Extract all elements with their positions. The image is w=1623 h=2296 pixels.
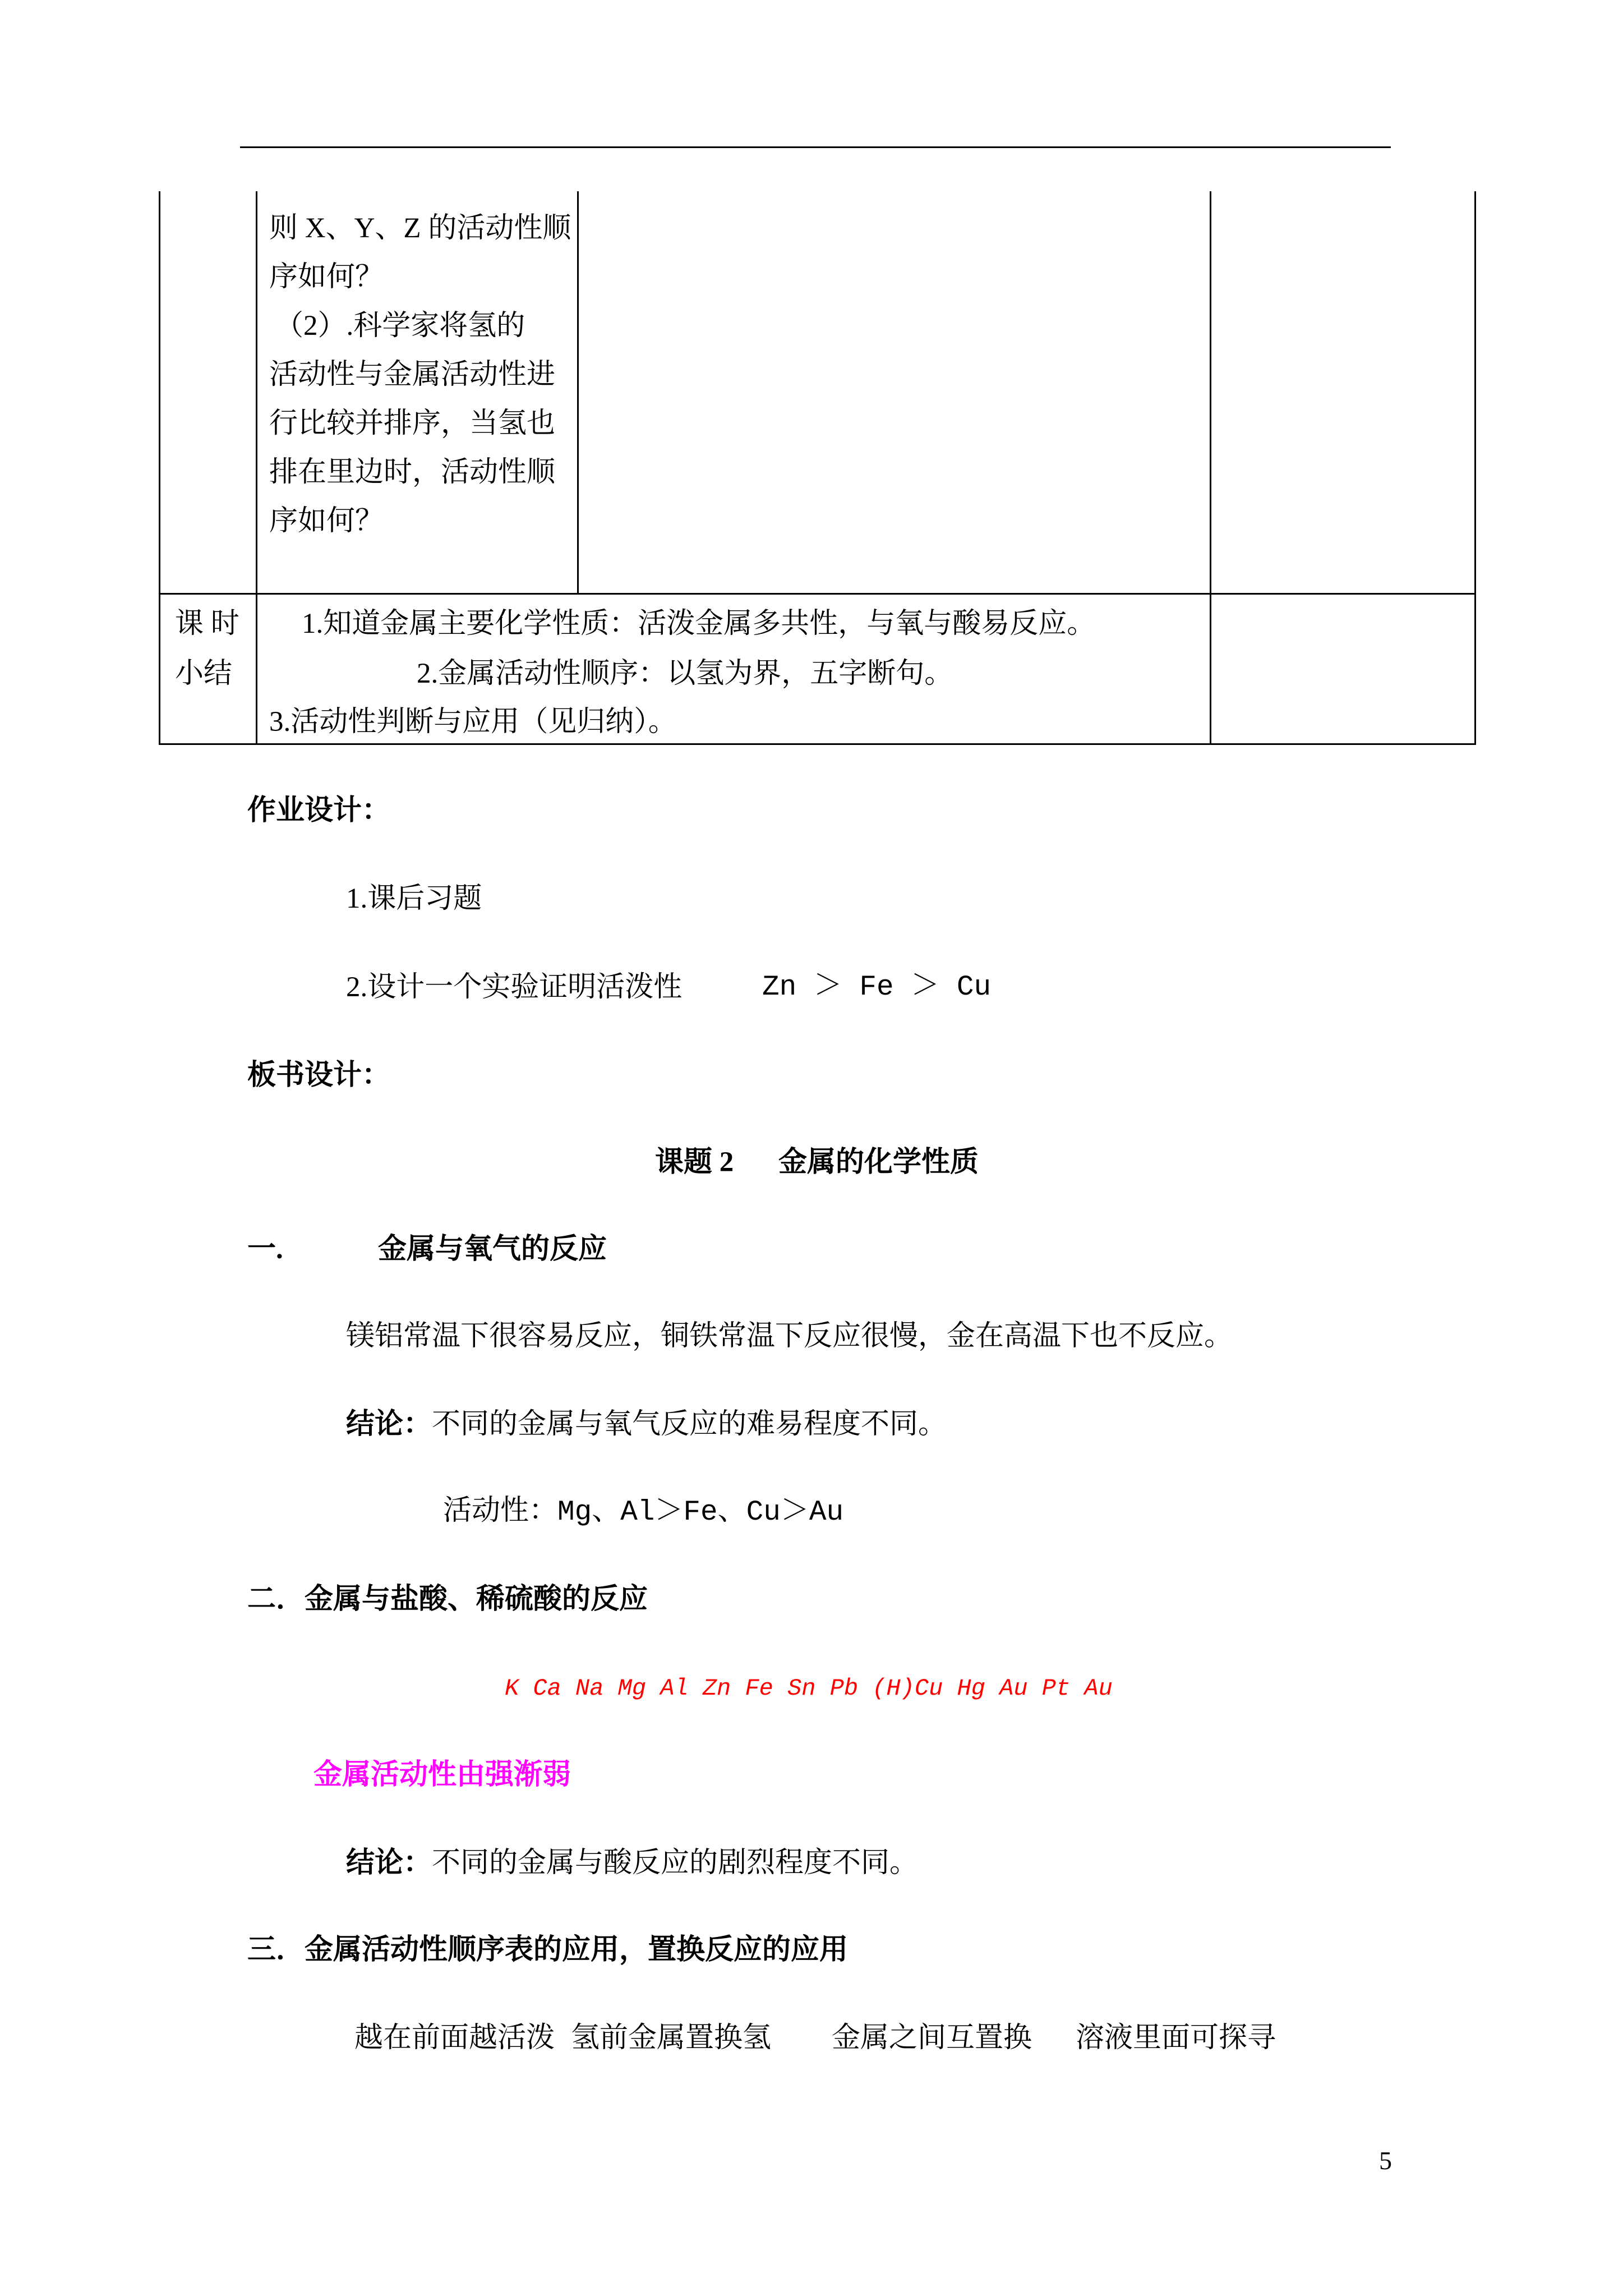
table-column-divider-3 — [1210, 191, 1211, 745]
question-line: 行比较并排序，当氢也 — [269, 408, 556, 439]
table-border-bottom — [159, 743, 1476, 745]
section-1-activity: 活动性：Mg、Al＞Fe、Cu＞Au — [443, 1497, 844, 1529]
question-line: 排在里边时，活动性顺 — [269, 457, 556, 488]
summary-label-line-2: 小结 — [175, 658, 233, 689]
mnemonic-phrase: 越在前面越活泼 — [354, 2022, 555, 2054]
conclusion-text: 不同的金属与氧气反应的难易程度不同。 — [432, 1409, 947, 1440]
summary-label-line-1: 课 时 — [175, 608, 239, 639]
question-line: 则 X、Y、Z 的活动性顺 — [269, 213, 571, 244]
board-title: 金属的化学性质 — [778, 1147, 979, 1178]
question-line: （2）.科学家将氢的 — [275, 310, 525, 342]
activity-trend: 金属活动性由强渐弱 — [313, 1759, 571, 1791]
page-number: 5 — [1379, 2146, 1392, 2175]
homework-item-2: 2.设计一个实验证明活泼性 — [346, 972, 683, 1003]
table-column-divider-2 — [577, 191, 579, 595]
section-1-heading: 金属与氧气的反应 — [378, 1234, 607, 1265]
header-rule — [240, 146, 1391, 148]
homework-heading: 作业设计： — [247, 795, 391, 826]
mnemonic-phrase: 金属之间互置换 — [832, 2022, 1032, 2054]
table-border-left — [159, 191, 160, 745]
question-line: 序如何？ — [269, 505, 384, 537]
summary-line-3: 3.活动性判断与应用（见归纳）。 — [269, 706, 677, 738]
table-column-divider-1 — [256, 191, 257, 745]
conclusion-label: 结论： — [346, 1847, 432, 1879]
activity-series: K Ca Na Mg Al Zn Fe Sn Pb (H)Cu Hg Au Pt Au — [505, 1675, 1113, 1702]
section-1-number: 一. — [247, 1234, 283, 1265]
summary-line-1: 1.知道金属主要化学性质：活泼金属多共性，与氧与酸易反应。 — [302, 608, 1096, 639]
homework-item-2-formula: Zn ＞ Fe ＞ Cu — [762, 972, 992, 1004]
table-question-cell — [269, 204, 572, 546]
question-line: 活动性与金属活动性进 — [269, 359, 556, 390]
mnemonic-phrase: 溶液里面可探寻 — [1076, 2022, 1276, 2054]
mnemonic-phrase: 氢前金属置换氢 — [571, 2022, 772, 2054]
summary-line-2: 2.金属活动性顺序：以氢为界，五字断句。 — [417, 658, 953, 689]
homework-item-1: 1.课后习题 — [346, 883, 482, 914]
section-1-observation: 镁铝常温下很容易反应，铜铁常温下反应很慢，金在高温下也不反应。 — [346, 1320, 1233, 1352]
section-2-heading: 二．金属与盐酸、稀硫酸的反应 — [247, 1584, 648, 1615]
section-1-conclusion — [346, 1410, 947, 1439]
conclusion-label: 结论： — [346, 1409, 432, 1440]
board-title-number: 课题 2 — [655, 1147, 734, 1178]
conclusion-text: 不同的金属与酸反应的剧烈程度不同。 — [432, 1847, 919, 1879]
board-heading: 板书设计： — [247, 1060, 391, 1091]
question-line: 序如何？ — [269, 261, 384, 293]
section-3-heading: 三．金属活动性顺序表的应用，置换反应的应用 — [247, 1934, 849, 1966]
table-border-right — [1474, 191, 1476, 745]
table-row-divider — [159, 593, 1476, 595]
section-2-conclusion — [346, 1849, 918, 1878]
